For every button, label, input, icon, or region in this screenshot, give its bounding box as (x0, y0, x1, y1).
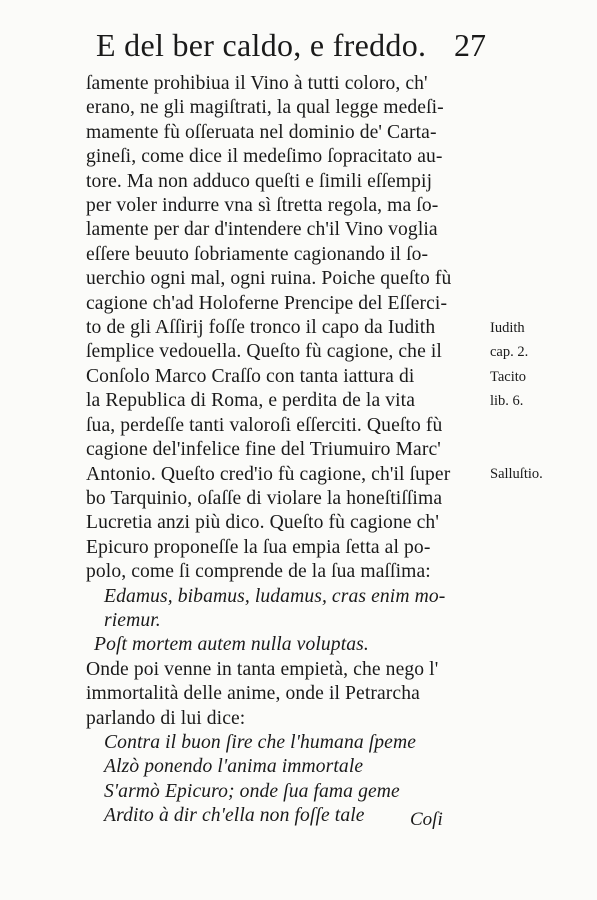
marginal-note: lib. 6. (490, 393, 524, 410)
text-line: uerchio ogni mal, ogni ruina. Poiche queſto fù (86, 268, 452, 290)
marginal-note: Salluſtio. (490, 466, 543, 483)
page-number: 27 (454, 27, 486, 63)
text-line: Conſolo Marco Craſſo con tanta iattura di (86, 365, 415, 387)
text-line: eſſere beuuto ſobriamente cagionando il ſo- (86, 243, 429, 265)
text-line: cagione ch'ad Holoferne Prencipe del Eſſerci- (86, 292, 448, 314)
text-line: Ardito à dir ch'ella non foſſe tale (104, 805, 365, 827)
text-line: gineſi, come dice il medeſimo ſopracitato au- (86, 146, 443, 168)
running-title: E del ber caldo, e freddo. (96, 27, 427, 63)
page-header (96, 22, 486, 68)
marginal-note: Tacito (490, 368, 527, 385)
text-line: Alzò ponendo l'anima immortale (104, 756, 364, 778)
text-line: Lucretia anzi più dico. Queſto fù cagione ch' (86, 512, 439, 534)
text-line: Edamus, bibamus, ludamus, cras enim mo- (104, 585, 446, 607)
text-line: erano, ne gli magiſtrati, la qual legge medeſi- (86, 97, 444, 119)
text-line: S'armò Epicuro; onde ſua fama geme (104, 780, 400, 802)
text-line: ſemplice vedouella. Queſto fù cagione, che il (86, 341, 442, 363)
marginal-note: Iudith (490, 320, 525, 336)
text-line: ſamente prohibiua il Vino à tutti coloro, ch' (86, 73, 428, 94)
text-line: Contra il buon ſire che l'humana ſpeme (104, 731, 417, 753)
text-line: la Republica di Roma, e perdita de la vita (86, 390, 416, 412)
text-line: Poſt mortem autem nulla voluptas. (94, 634, 369, 656)
catchword: Coſi (410, 809, 443, 830)
text-line: tore. Ma non adduco queſti e ſimili eſſempij (86, 170, 433, 192)
marginal-note: cap. 2. (490, 344, 529, 361)
text-line: mamente fù oſſeruata nel dominio de' Carta- (86, 121, 437, 143)
text-line: ſua, perdeſſe tanti valoroſi eſſerciti. Queſto fù (86, 414, 443, 436)
text-line: bo Tarquinio, oſaſſe di violare la honeſtiſſima (86, 487, 443, 509)
text-line: per voler indurre vna sì ſtretta regola, ma ſo- (86, 195, 439, 217)
text-line: cagione del'infelice fine del Triumuiro Marc' (86, 439, 441, 461)
body-text (86, 72, 490, 829)
text-line: parlando di lui dice: (86, 707, 246, 729)
text-line: to de gli Aſſirij foſſe tronco il capo da Iudith (86, 317, 436, 339)
text-line: polo, come ſi comprende de la ſua maſſima: (86, 561, 431, 583)
text-line: riemur. (104, 609, 161, 631)
text-line: lamente per dar d'intendere ch'il Vino voglia (86, 219, 438, 241)
text-line: Epicuro proponeſſe la ſua empia ſetta al po- (86, 536, 431, 558)
text-line: immortalità delle anime, onde il Petrarcha (86, 683, 420, 705)
text-line: Antonio. Queſto cred'io fù cagione, ch'il ſuper (86, 463, 451, 485)
text-line: Onde poi venne in tanta empietà, che nego l' (86, 658, 439, 680)
